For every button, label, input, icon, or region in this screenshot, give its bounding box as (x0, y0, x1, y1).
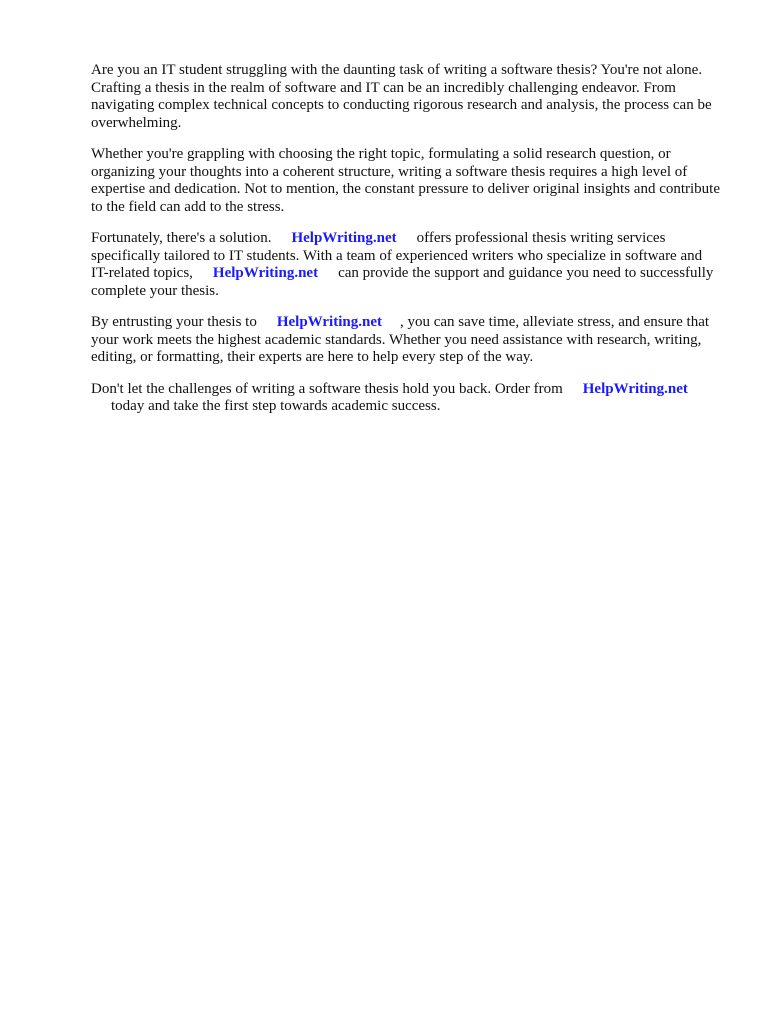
solution-text-end: can provide the support and guidance you need to successfully complete your thesis. (91, 265, 714, 299)
helpwriting-link[interactable]: HelpWriting.net (212, 265, 319, 281)
entrusting-text-start: By entrusting your thesis to (91, 314, 257, 330)
entrusting-text-end: , you can save time, alleviate stress, and ensure that your work meets the highest academic standards. Whether you need assistance with research, writing, editing, or formatting, their experts are here to help every step of the way. (91, 314, 710, 365)
solution-text-start: Fortunately, there's a solution. (91, 230, 272, 246)
cta-text-start: Don't let the challenges of writing a software thesis hold you back. Order from (91, 380, 563, 397)
helpwriting-link[interactable]: HelpWriting.net (291, 230, 397, 246)
paragraph-challenges (91, 146, 721, 216)
document-body (91, 62, 721, 430)
paragraph-entrusting (91, 314, 721, 367)
paragraph-intro-text: Are you an IT student struggling with the daunting task of writing a software thesis? You're not alone. Crafting a thesis in the realm of software and IT can be an incredibly challenging endeavor. From navigating complex technical concepts to conducting rigorous research and analysis, the process can be overwhelming. (91, 62, 712, 131)
paragraph-challenges-text: Whether you're grappling with choosing the right topic, formulating a solid research question, or organizing your thoughts into a coherent structure, writing a software thesis requires a high level of expertise and dedication. Not to mention, the constant pressure to deliver original insights and contribute to the field can add to the stress. (91, 146, 721, 215)
helpwriting-link[interactable]: HelpWriting.net (582, 380, 688, 397)
helpwriting-link[interactable]: HelpWriting.net (276, 314, 382, 330)
paragraph-call-to-action (91, 381, 721, 416)
cta-text-end: today and take the first step towards academic success. (111, 398, 441, 414)
paragraph-solution (91, 230, 721, 300)
paragraph-intro (91, 62, 721, 132)
solution-text-middle: offers professional thesis writing services specifically tailored to IT students. With a team of experienced writers who specialize in software and IT-related topics, (91, 230, 703, 281)
